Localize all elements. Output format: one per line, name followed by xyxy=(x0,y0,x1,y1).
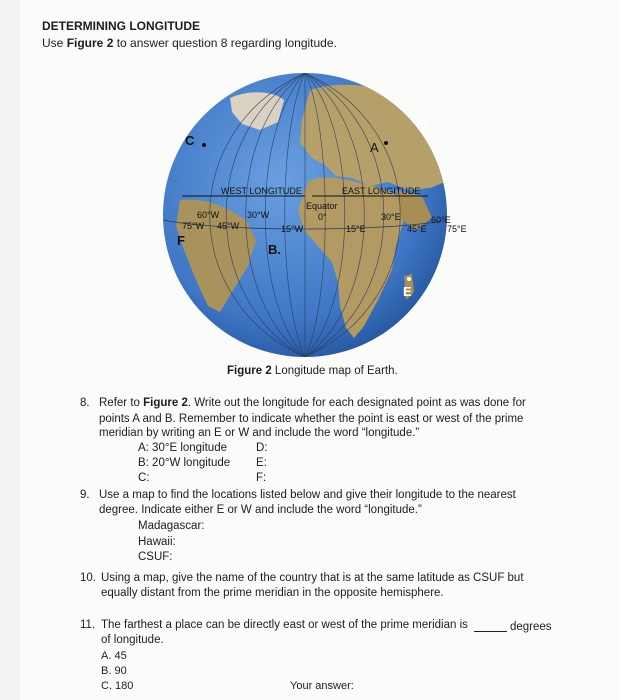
point-f-label: F xyxy=(177,233,185,248)
section-title: DETERMINING LONGITUDE xyxy=(42,19,200,33)
point-b-label: B. xyxy=(268,242,281,257)
instruction-post: to answer question 8 regarding longitude. xyxy=(113,36,337,50)
point-c-marker xyxy=(202,143,206,147)
q8-number: 8. xyxy=(80,397,90,409)
q9-line2: degree. Indicate either E or W and include the word “longitude.” xyxy=(99,504,422,516)
q8-answer-d: D: xyxy=(256,442,268,454)
q10-line1: Using a map, give the name of the country that is at the same latitude as CSUF but xyxy=(101,572,524,584)
q11-number: 11. xyxy=(80,619,96,631)
tick-15w: 15°W xyxy=(281,224,304,234)
tick-45e: 45°E xyxy=(407,224,427,234)
tick-60e: 60°E xyxy=(431,215,451,225)
tick-45w: 45°W xyxy=(217,221,240,231)
q8-answer-a: A: 30°E longitude xyxy=(138,442,227,454)
tick-15e: 15°E xyxy=(346,224,366,234)
point-a-label: A xyxy=(370,140,379,155)
point-a-marker xyxy=(384,141,388,145)
prime-meridian-label: 0° xyxy=(318,212,327,222)
q9-item-madagascar: Madagascar: xyxy=(138,520,205,532)
instruction-pre: Use xyxy=(42,36,67,50)
q10-line2: equally distant from the prime meridian in the opposite hemisphere. xyxy=(101,587,444,599)
tick-75w: 75°W xyxy=(182,221,205,231)
q10-number: 10. xyxy=(80,572,96,584)
q11-degrees: degrees xyxy=(510,621,552,633)
q11-option-b: B. 90 xyxy=(101,665,127,677)
q8-line1-pre: Refer to xyxy=(99,397,144,409)
figure-caption xyxy=(227,365,398,377)
your-answer-label: Your answer: xyxy=(290,680,354,692)
tick-30e: 30°E xyxy=(381,212,401,222)
q8-answer-f: F: xyxy=(256,472,267,484)
q8-line3: meridian by writing an E or W and include the word “longitude.” xyxy=(99,427,420,439)
caption-text: Longitude map of Earth. xyxy=(271,365,398,377)
q11-answer-blank xyxy=(474,631,507,632)
q9-line1: Use a map to find the locations listed below and give their longitude to the nearest xyxy=(99,489,516,501)
point-e-marker xyxy=(407,277,411,281)
q8-line1 xyxy=(99,397,526,409)
q9-item-hawaii: Hawaii: xyxy=(138,536,176,548)
q8-line2: points A and B. Remember to indicate whether the point is east or west of the prime xyxy=(99,413,524,425)
tick-75e: 75°E xyxy=(447,224,467,234)
q8-line1-post: . Write out the longitude for each designated point as was done for xyxy=(187,397,526,409)
q8-answer-c: C: xyxy=(138,472,150,484)
equator-label: Equator xyxy=(306,201,338,211)
instruction-figure-ref: Figure 2 xyxy=(66,36,114,50)
west-longitude-heading: WEST LONGITUDE xyxy=(221,186,302,196)
instruction-line xyxy=(42,36,337,50)
point-d-label: D xyxy=(417,117,427,132)
tick-60w: 60°W xyxy=(197,210,220,220)
q11-line1: The farthest a place can be directly east or west of the prime meridian is xyxy=(101,619,468,631)
q8-answer-e: E: xyxy=(256,457,267,469)
caption-figure-ref: Figure 2 xyxy=(227,365,272,377)
east-longitude-heading: EAST LONGITUDE xyxy=(342,186,421,196)
q11-line2: of longitude. xyxy=(101,634,164,646)
q8-answer-b: B: 20°W longitude xyxy=(138,457,231,469)
tick-30w: 30°W xyxy=(247,210,270,220)
q9-item-csuf: CSUF: xyxy=(138,551,173,563)
q8-figure-ref: Figure 2 xyxy=(143,397,188,409)
q9-number: 9. xyxy=(80,489,90,501)
point-e-label: E xyxy=(403,284,412,299)
point-c-label: C xyxy=(185,133,195,148)
q11-option-c: C. 180 xyxy=(101,680,134,692)
q11-option-a: A. 45 xyxy=(101,650,127,662)
